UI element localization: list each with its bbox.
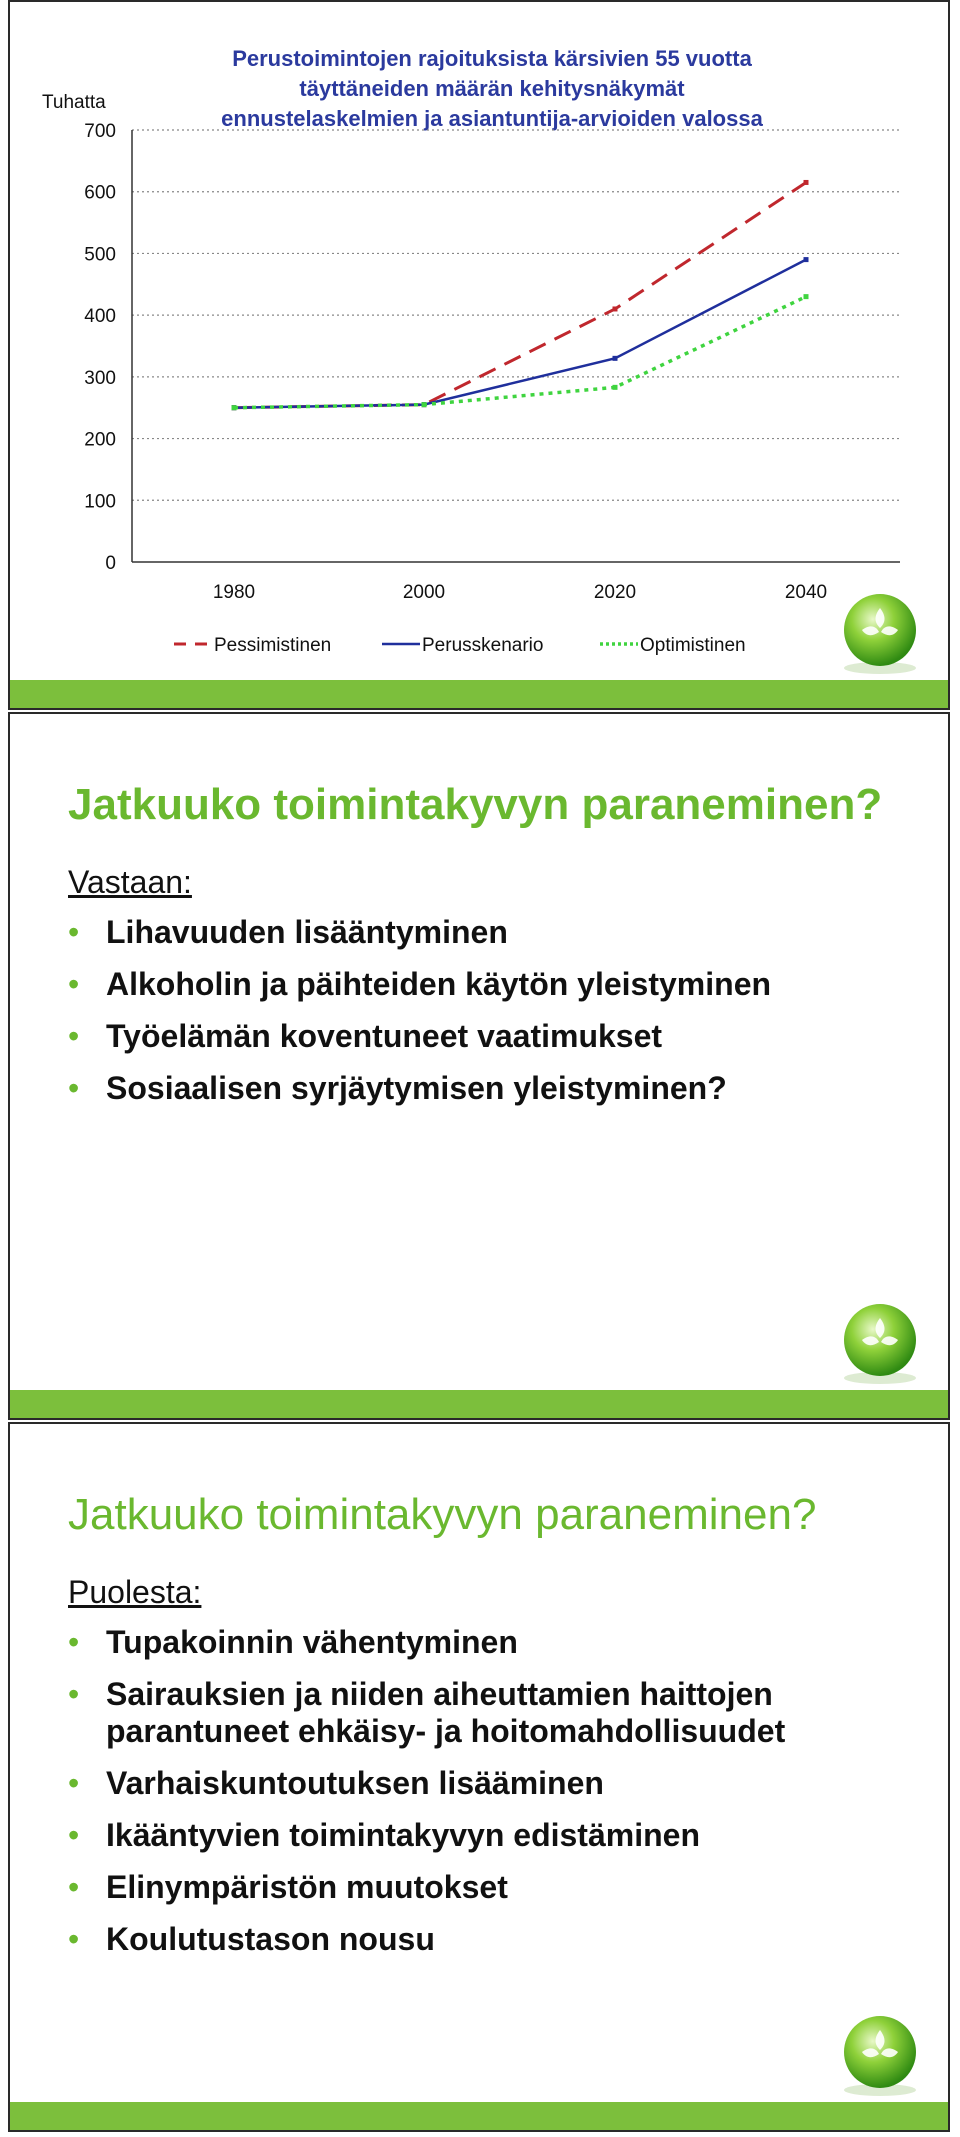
x-tick-label: 1980 [212,582,256,603]
bullet-icon: • [68,966,80,1002]
footer-bar [10,2102,948,2130]
bullet-icon: • [68,1070,80,1106]
x-tick-label: 2040 [784,582,828,603]
list-item: • Tupakoinnin vähentyminen [68,1624,518,1660]
bullet-icon: • [68,1765,80,1801]
x-axis-ticks [213,582,827,603]
y-tick-label: 300 [84,367,116,389]
green-sphere-logo-icon [832,1292,928,1388]
subhead-against: Vastaan: [68,864,192,900]
y-tick-label: 700 [84,121,116,142]
green-sphere-logo-icon [832,2004,928,2100]
x-tick-label: 2020 [593,582,637,603]
bullet-icon: • [68,1018,80,1054]
footer-bar [10,680,948,708]
list-item: • Työelämän koventuneet vaatimukset [68,1018,663,1054]
chart-grid [132,130,900,562]
list-item: • Ikääntyvien toimintakyvyn edistäminen [68,1817,700,1853]
footer-bar [10,1390,948,1418]
data-point [804,257,809,262]
data-point [232,405,237,410]
chart-title [221,46,763,131]
bullet-icon: • [68,1624,80,1660]
series-line-perusskenario [234,260,806,408]
x-tick-label: 2000 [402,582,446,603]
slide-against [8,712,950,1420]
list-item: • Koulutustason nousu [68,1921,435,1957]
y-axis-ticks [84,121,116,574]
legend-label: Pessimistinen [214,635,332,656]
bullet-icon: • [68,1921,80,1957]
bullet-icon: • [68,1869,80,1905]
data-point [613,356,618,361]
chart-slide [8,0,950,710]
legend-label: Perusskenario [422,635,544,656]
chart-series [232,180,809,410]
y-tick-label: 100 [84,491,116,513]
list-item: • Sosiaalisen syrjäytymisen yleistyminen? [68,1070,727,1106]
list-item: • Varhaiskuntoutuksen lisääminen [68,1765,604,1801]
bullet-icon: • [68,1676,80,1712]
slide-title: Jatkuuko toimintakyvyn paraneminen? [68,1490,817,1539]
legend-label: Optimistinen [640,635,746,656]
y-axis-label: Tuhatta [42,92,106,113]
data-point [804,180,809,185]
bullet-icon: • [68,1817,80,1853]
bullet-list [68,1624,928,1973]
data-point [804,294,809,299]
chart-title-line: Perustoimintojen rajoituksista kärsivien 55 vuotta [232,46,752,71]
bullet-icon: • [68,914,80,950]
list-item: • Alkoholin ja päihteiden käytön yleistyminen [68,966,772,1002]
chart-legend [174,635,746,656]
chart-title-line: täyttäneiden määrän kehitysnäkymät [299,76,685,101]
bullet-list [68,914,928,1122]
y-tick-label: 500 [84,244,116,266]
slide-for [8,1422,950,2132]
subhead-for: Puolesta: [68,1574,202,1610]
data-point [613,385,618,390]
y-tick-label: 600 [84,182,116,204]
slide-title: Jatkuuko toimintakyvyn paraneminen? [68,780,883,829]
data-point [613,306,618,311]
list-item: • Sairauksien ja niiden aiheuttamien haittojen parantuneet ehkäisy- ja hoitomahdollisuudet [68,1676,786,1749]
y-tick-label: 200 [84,429,116,451]
line-chart [10,2,948,708]
list-item: • Lihavuuden lisääntyminen [68,914,508,950]
data-point [422,402,427,407]
green-sphere-logo-icon [832,582,928,678]
y-tick-label: 0 [105,553,116,574]
chart-title-line: ennustelaskelmien ja asiantuntija-arvioiden valossa [221,106,763,131]
series-line-pessimistinen [234,182,806,407]
list-item: • Elinympäristön muutokset [68,1869,508,1905]
series-line-optimistinen [234,297,806,408]
y-tick-label: 400 [84,306,116,328]
